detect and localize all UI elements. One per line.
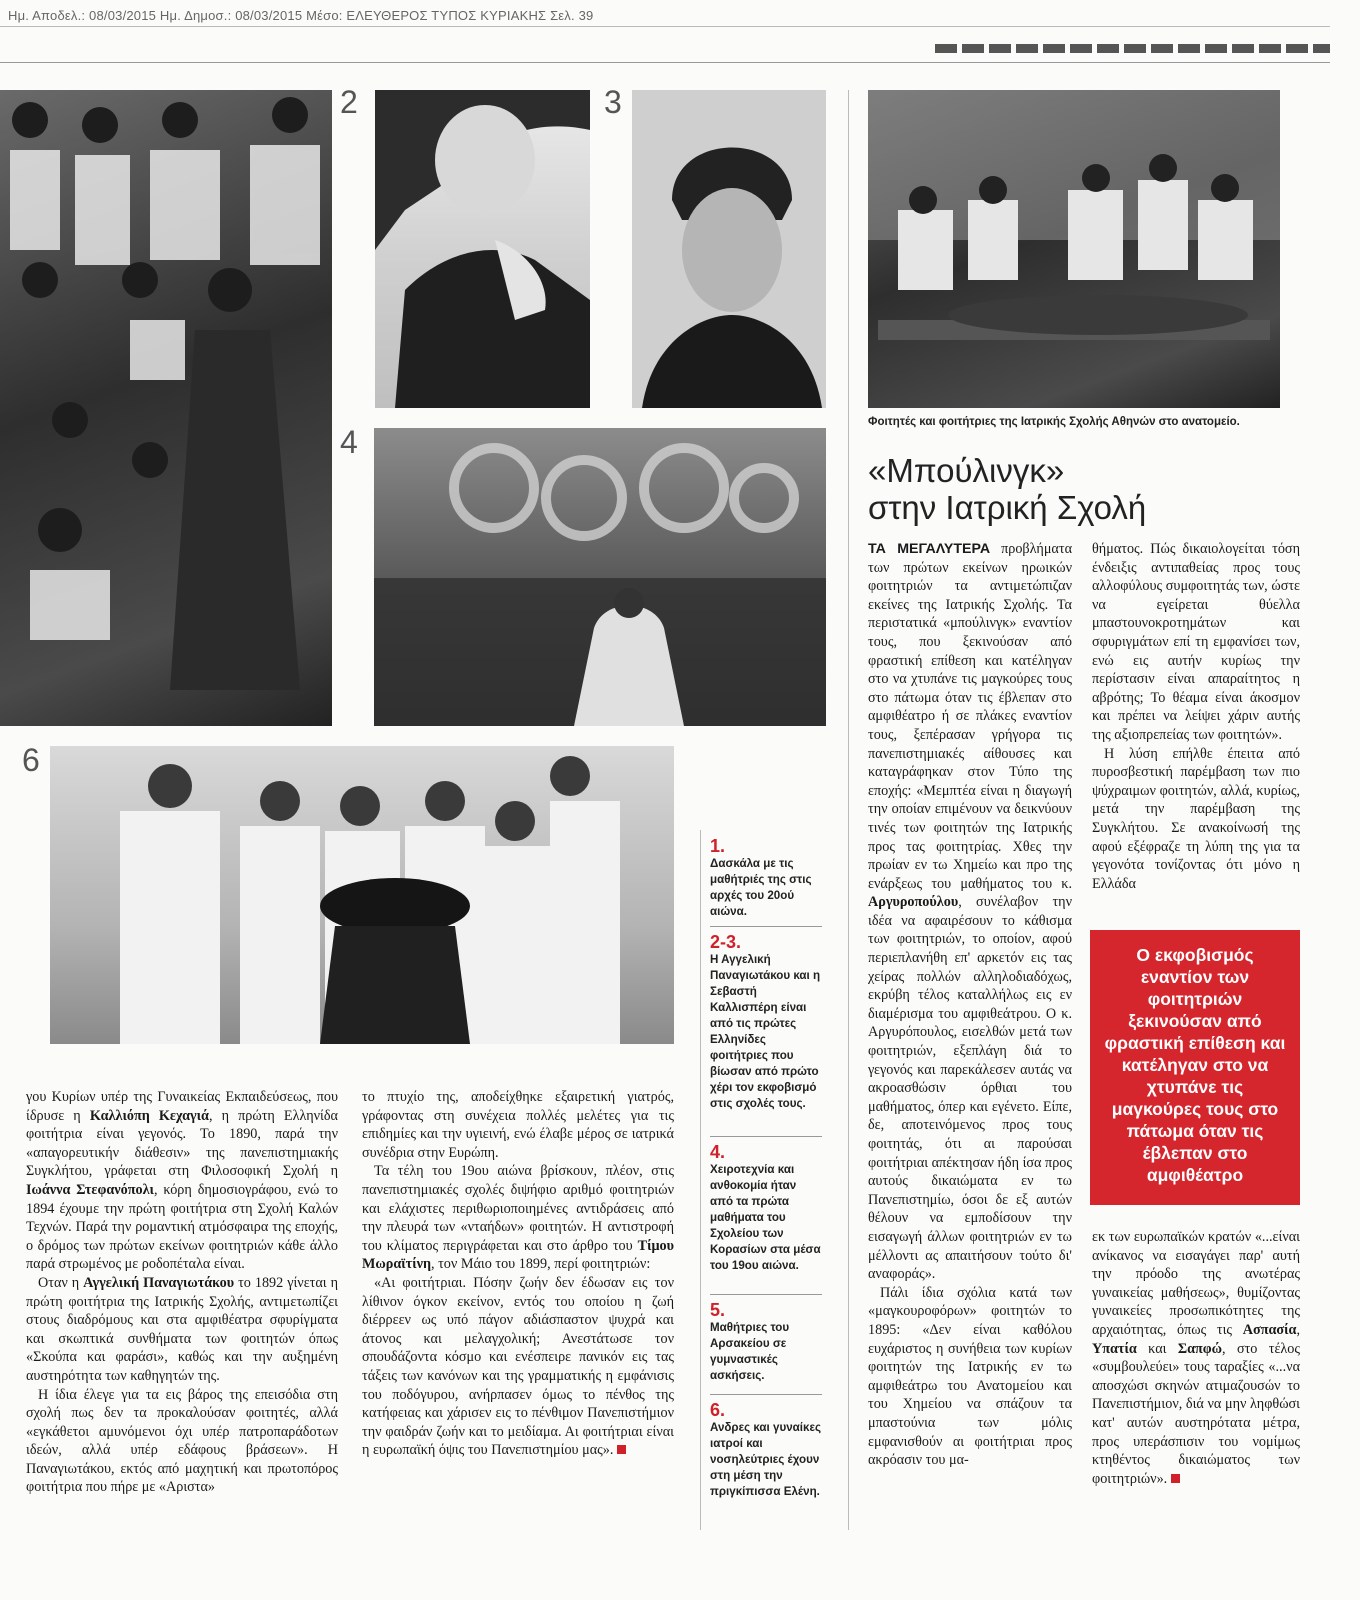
photo-3-portrait xyxy=(632,90,826,408)
photo-6-figures xyxy=(50,746,674,1044)
pull-quote-text: Ο εκφοβισμός εναντίον των φοιτητριών ξεκινούσαν από φραστική επίθεση και κατέληγαν στο να χτυπάνε τις μαγκούρες τους στο πάτωμα όταν τις έβλεπαν στο αμφιθέατρο xyxy=(1104,945,1286,1185)
article-column-2 xyxy=(362,1088,674,1460)
caption-1 xyxy=(710,836,822,920)
col4-text-3a: εκ των ευρωπαϊκών κρατών «...είναι ανίκανος να εισαγάγει παρ' αυτή την πρόοδο της ανωτέρας γυναικείας μαθήσεως», θυμίζοντας γυναικείες προσωπικότητες της αρχαιότητας, όπως τις xyxy=(1092,1229,1300,1338)
name-moraitinis: Τίμου Μωραϊτίνη xyxy=(362,1237,675,1273)
caption-separator xyxy=(710,1136,822,1137)
photo-1-figures xyxy=(0,90,332,726)
photo-anatomy-scene xyxy=(868,90,1280,408)
col4-and: και xyxy=(1148,1340,1167,1357)
caption-2-3-text: Η Αγγελική Παναγιωτάκου και η Σεβαστή Καλλισπέρη είναι από τις πρώτες Ελληνίδες φοιτήτριες που βίωσαν από πρώτο χέρι τον εκφοβισμό στις σχολές τους. xyxy=(710,953,821,1110)
name-ypatia: Υπατία xyxy=(1092,1340,1137,1357)
photo-6-number: 6 xyxy=(22,742,40,778)
caption-1-number: 1. xyxy=(710,836,726,856)
article-title-line1: «Μπούλινγκ» xyxy=(868,452,1065,489)
col2-paragraph-3: «Αι φοιτήτριαι. Πόσην ζωήν δεν έδωσαν εις τον λίθινον όγκον εκείνον, εντός του οποίου η ζωή διέρρεεν ως υπό πάγον αδιάσπαστον ψυχρά και άτονος και μελαγχολική; Ανεστάτωσε τον σπουδάζοντα κόσμο και ενέσπειρε πανικόν εις τας τάξεις των κανόνων και της γραμματικής η εμφάνισις του ποδόγυρου, ανήρπασεν όμως το πένθος της κατήφειας και χάρισεν εις το πένθιμον Πανεπιστήμιον την φαιδράν ζωήν και το μειδίαμα. Αι φοιτήτριαι είναι η ευρωπαϊκή όψις του Πανεπιστημίου μας». xyxy=(362,1274,674,1459)
caption-1-text: Δασκάλα με τις μαθήτριές της στις αρχές του 20ού αιώνα. xyxy=(710,857,812,918)
name-argyropoulou: Αργυροπούλου xyxy=(868,894,959,911)
page-header-bar xyxy=(935,44,1330,53)
col3-text-2: , συνέλαβον την ιδέα να αφαιρέσουν το κάθισμα των φοιτητριών, το οποίον, αφού περιεπλανήθη επ' αρκετόν εις τας χείρας πολλών αλληλοδιαδόχως, εκρύβη τέλος καταλλήλως εις εν διαμέρισμα του αμφιθεάτρου. Ο κ. Αργυρόπουλος, εισελθών μετά των φοιτητριών, εξεπλάγη διά το γεγονός και παρεκάλεσεν αυτάς να ακροασθώσιν όρθιαι του μαθήματος, όπερ και εγένετο. Είπε, δε, αποτεινόμενος προς τους φοιτητάς, ότι αι παρούσαι φοιτήτριαι απέκτησαν ήδη ίσα προς αυτούς δικαιώματα εν τω Πανεπιστημίω, όσοι δε εξ αυτών θέλουν να εμποδίσουν την εισαγωγή άλλων φοιτητριών εν τω μέλλοντι ας απαιτήσουν τούτο δι' αναφοράς». xyxy=(868,894,1072,1283)
col1-text-2b: το 1892 γίνεται η πρώτη φοιτήτρια της Ιατρικής Σχολής, αντιμετωπίζει στους διαδρόμους και στα αμφιθέατρα σφυρίγματα και σκωπτικά συνθήματα των φοιτητών όπως «Σκούπα και φαράσι», καθώς και την αυξημένη αυστηρότητα των καθηγητών της. xyxy=(26,1274,338,1384)
photo-1-teacher-students xyxy=(0,90,332,726)
col4-paragraph-2: Η λύση επήλθε έπειτα από πυροσβεστική παρέμβαση των πιο ψύχραιμων φοιτητών, αλλά, κυρίως, μετά την παρέμβαση της Συγκλήτου. Σε ανακοίνωσή της αφού εξέφραζε τη λύπη της για τα γεγονότα τονίζοντας ότι μόνο η Ελλάδα xyxy=(1092,745,1300,892)
photo-2-portrait xyxy=(375,90,590,408)
photo-3-number: 3 xyxy=(604,84,622,120)
col1-text-1a: γου Κυρίων υπέρ της Γυναικείας Εκπαιδεύσεως, που ίδρυσε η xyxy=(26,1089,338,1124)
column-rule-left xyxy=(848,90,849,1530)
name-aspasia: Ασπασία xyxy=(1242,1321,1297,1338)
photo-4-scene xyxy=(374,428,826,726)
photo-4-number: 4 xyxy=(340,424,358,460)
col3-paragraph-2: Πάλι ίδια σχόλια κατά των «μαγκουροφόρων» φοιτητών το 1895: «Δεν είναι καθόλου ευχάριστος η συνήθεια των κυρίων φοιτητών της Ιατρικής εν τω αμφιθεάτρω του Ανατομείου και του Χημείου να σπάζουν τα μπαστούνια των μόλις εμφανισθούν αι φοιτήτριαι προς ακρόασιν του μα- xyxy=(868,1284,1072,1469)
caption-6 xyxy=(710,1400,822,1500)
name-stefanopoli: Ιωάννα Στεφανόπολι xyxy=(26,1181,154,1198)
caption-5-text: Μαθήτριες του Αρσακείου σε γυμναστικές ασκήσεις. xyxy=(710,1321,790,1382)
lead-word: ΤΑ ΜΕΓΑΛΥΤΕΡΑ xyxy=(868,541,991,557)
caption-5-number: 5. xyxy=(710,1300,726,1320)
caption-separator xyxy=(710,1394,822,1395)
col1-text-1b: , η πρώτη Ελληνίδα φοιτήτρια είναι γεγονός. Το 1890, παρά την «απαγορευτικήν διάθεσιν» της πανεπιστημιακής Συγκλήτου, γράφεται στη Φιλοσοφική Σχολή η xyxy=(26,1107,338,1180)
caption-4 xyxy=(710,1142,822,1274)
col4-paragraph-1: θήματος. Πώς δικαιολογείται τόση ένδειξις αντιπαθείας προς τους αλλοφύλους συμφοιτητάς των, ώστε να εγείρεται θύελλα μπαστουνοκροτημάτων και σφυριγμάτων επί τη εμφανίσει των, ενώ εις αυτήν κυρίως την περίστασιν είναι απαραίτητος η αβρότης; Το θέαμα είναι άκοσμον και πρέπει να λείψει χάριν αυτής της αξιοπρεπείας των φοιτητών». xyxy=(1092,541,1300,743)
photo-anatomy-caption: Φοιτητές και φοιτήτριες της Ιατρικής Σχολής Αθηνών στο ανατομείο. xyxy=(868,416,1240,428)
photo-6-doctors-nurses xyxy=(50,746,674,1044)
col4-text-3b: , στο τέλος «συμβουλεύει» τους ταραξίες «...να αποσχώσι σκηνών ατιμαζουσών το Πανεπιστήμιον, διά να μην ληφθώσι κατ' αυτών αυστηρότατα μέτρα, προς υπεράσπισιν του νομίμως κτηθέντος δικαιώματος των φοιτητριών». xyxy=(1092,1340,1301,1487)
name-kechagia: Καλλιόπη Κεχαγιά xyxy=(89,1107,209,1124)
end-mark xyxy=(617,1445,626,1454)
caption-2-3-number: 2-3. xyxy=(710,932,742,952)
article-title-line2: στην Ιατρική Σχολή xyxy=(868,489,1147,526)
photo-4-classroom xyxy=(374,428,826,726)
article-column-4-bottom xyxy=(1092,1228,1300,1488)
photo-3-figure xyxy=(632,90,826,408)
name-panagiotakou: Αγγελική Παναγιωτάκου xyxy=(83,1274,235,1291)
column-rule-captions xyxy=(700,830,701,1530)
col2-paragraph-1: το πτυχίο της, αποδείχθηκε εξαιρετική γιατρός, γράφοντας στη συνέχεια πολλές μελέτες για τις επιδημίες και την υγιεινή, ενώ έλαβε μέρος σε ιατρικά συνέδρια στην Ευρώπη. xyxy=(362,1089,674,1161)
clipping-meta: Ημ. Αποδελ.: 08/03/2015 Ημ. Δημοσ.: 08/03/2015 Μέσο: ΕΛΕΥΘΕΡΟΣ ΤΥΠΟΣ ΚΥΡΙΑΚΗΣ Σελ. 39 xyxy=(8,8,594,23)
header-rule-lower xyxy=(0,62,1330,63)
caption-6-number: 6. xyxy=(710,1400,726,1420)
col1-paragraph-3: Η ίδια έλεγε για τα εις βάρος της επεισόδια στη σχολή πως δεν τα προκαλούσαν φοιτητές, αλλά «εγκάθετοι αμυνόμενοι όχι υπέρ πατροπαράδοτων ιδεών, αλλά υπέρ εδάφους βράσεων». Η Παναγιωτάκου, εκτός από μαχητική και πρωτοπόρος φοιτήτρια που πήρε με «Αριστα» xyxy=(26,1386,338,1496)
col2-text-2b: , τον Μάιο του 1899, περί φοιτητριών: xyxy=(431,1256,651,1273)
article-column-4-top xyxy=(1092,540,1300,893)
caption-6-text: Ανδρες και γυναίκες ιατροί και νοσηλεύτριες έχουν στη μέση την πριγκίπισσα Ελένη. xyxy=(710,1421,821,1498)
col1-text-1c: , κόρη δημοσιογράφου, ενώ το 1894 έχουμε την πρώτη φοιτήτρια στη Σχολή Καλών Τεχνών. Παρά την ρομαντική ατμόσφαιρα της εποχής, ο δρόμος των πρώτων εκείνων φοιτητριών κάθε άλλο παρά στρωμένος με ροδοπέταλα είναι. xyxy=(26,1181,338,1273)
caption-separator xyxy=(710,1294,822,1295)
pull-quote-box xyxy=(1090,930,1300,1205)
caption-2-3 xyxy=(710,932,822,1112)
col2-text-2a: Τα τέλη του 19ου αιώνα βρίσκουν, πλέον, στις πανεπιστημιακές σχολές διψήφιο αριθμό φοιτητριών και ελάχιστες περιθωριοποιημένες αντιδράσεις από την πλευρά των «νταήδων» φοιτητών. Η αντιστροφή του κλίματος περιγράφεται και στο άρθρο του xyxy=(362,1163,674,1254)
col1-text-2a: Οταν η xyxy=(38,1274,80,1291)
header-rule xyxy=(0,26,1330,27)
photo-anatomy-lab xyxy=(868,90,1280,408)
photo-2-figure xyxy=(375,90,590,408)
name-sapfo: Σαπφώ xyxy=(1177,1340,1223,1357)
article-title xyxy=(868,452,1308,526)
photo-2-number: 2 xyxy=(340,84,358,120)
caption-4-number: 4. xyxy=(710,1142,726,1162)
caption-5 xyxy=(710,1300,822,1384)
caption-4-text: Χειροτεχνία και ανθοκομία ήταν από τα πρώτα μαθήματα του Σχολείου των Κορασίων στα μέσα του 19ου αιώνα. xyxy=(710,1163,821,1272)
col3-text-1: προβλήματα των πρώτων εκείνων ηρωικών φοιτητριών τα αντιμετώπιζαν εκείνες της Ιατρικής Σχολής. Τα περιστατικά «μπούλινγκ» εναντίον τους, που ξεκινούσαν από φραστική επίθεση και κατέληγαν στο να χτυπάνε τις μαγκούρες τους στο πάτωμα όταν τις έβλεπαν στο αμφιθέατρο ή σε πλάκες εναντίον τους, ξεπέρασαν γρήγορα τις πανεπιστημιακές αίθουσες και καταγράφηκαν στον Τύπο της εποχής: «Μεμπτέα είναι η διαγωγή την οποίαν επιμένουν να δεικνύουν τινές των φοιτητών της Ιατρικής προς τας φοιτητρίας. Χθες την πρωίαν εν τω Χημείω και προ της ενάρξεως του μαθήματος του κ. xyxy=(868,541,1072,892)
col4-comma: , xyxy=(1296,1321,1300,1338)
article-column-1 xyxy=(26,1088,338,1497)
article-column-3 xyxy=(868,540,1072,1470)
end-mark xyxy=(1171,1474,1180,1483)
caption-separator xyxy=(710,926,822,927)
